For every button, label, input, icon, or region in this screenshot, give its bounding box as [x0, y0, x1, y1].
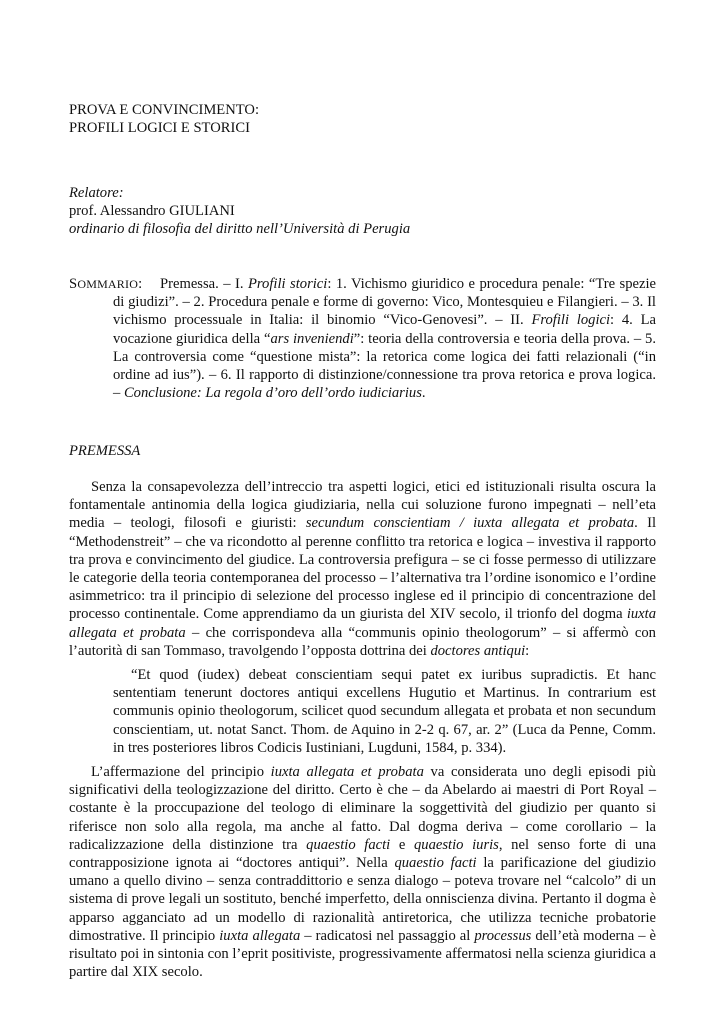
- summary-text: SOMMARIO: Premessa. – I. Profili storici: 1. Vichismo giuridico e procedura penale: “Tre spezie di giudizi”. – 2. Procedura penale e forme di governo: Vico, Montesquieu e Filangieri. – 3. Il vichismo processuale in Italia: il binomio “Vico-Genovesi”. – II. Frofili logici: 4. La vocazione giuridica della “ars inveniendi”: teoria della controversia e teoria della prova. – 5. La controversia come “questione mista”: la retorica come logica dei fatti relazionali (“in ordine ad ius”). – 6. Il rapporto di distinzione/connessione tra prova retorica e prova logica. – Conclusione: La regola d’oro dell’ordo iudiciarius.: [69, 276, 657, 402]
- section-body: [69, 478, 656, 981]
- speaker-name: prof. Alessandro GIULIANI: [69, 203, 235, 220]
- document-title: [69, 101, 656, 137]
- section-heading: PREMESSA: [69, 443, 141, 459]
- speaker-label: Relatore:: [69, 185, 124, 201]
- title-line-1: PROVA E CONVINCIMENTO:: [69, 102, 260, 118]
- speaker-block: [69, 184, 656, 239]
- title-line-2: PROFILI LOGICI E STORICI: [69, 120, 250, 137]
- paragraph-1: Senza la consapevolezza dell’intreccio tra aspetti logici, etici ed istituzionali risulta oscura la fontamentale antinomia della logica giudiziaria, nella cui soluzione furono impegnati – nell’eta media – teologi, filosofi e giuristi: secundum conscientiam / iuxta allegata et probata. Il “Methodenstreit” – che va ricondotto al perenne conflitto tra retorica e logica – investiva il rapporto tra prova e convincimento del giudice. La controversia prefigura – se ci fosse permesso di utilizzare le categorie della teoria contemporanea del processo – l’alternativa tra l’ordine isonomico e l’ordine asimmetrico: tra il principio di selezione del processo inglese ed il principio di concentrazione del processo continentale. Come apprendiamo da un giurista del XIV secolo, il trionfo del dogma iuxta allegata et probata – che corrispondeva alla “communis opinio theologorum” – si affermò con l’autorità di san Tommaso, travolgendo l’opposta dottrina dei doctores antiqui:: [69, 479, 656, 659]
- summary-block: [69, 275, 656, 402]
- speaker-affiliation: ordinario di filosofia del diritto nell’Università di Perugia: [69, 221, 411, 238]
- summary-label: SOMMARIO: [69, 276, 139, 292]
- block-quote: “Et quod (iudex) debeat conscientiam sequi patet ex iuribus supradictis. Et hanc sententiam tenerunt doctores antiqui excellens Hugutio et Martinus. In contrarium est communis opinio theologorum, scilicet quod secundum allegata et probata et non secundum conscientiam, ut. notat Sanct. Thom. de Aquino in 2-2 q. 67, ar. 2” (Luca da Penne, Comm. in tres posteriores libros Codicis Iustiniani, Lugduni, 1584, p. 334).: [113, 667, 656, 756]
- paragraph-2: L’affermazione del principio iuxta allegata et probata va considerata uno degli episodi più significativi della teologizzazione del diritto. Certo è che – da Abelardo ai maestri di Port Royal – costante è la proccupazione del teologo di eliminare la soggettività del giudizio per quanto si riferisce non solo alla regola, ma anche al fatto. Dal dogma deriva – come corollario – la radicalizzazione della distinzione tra quaestio facti e quaestio iuris, nel senso forte di una contrapposizione ignota ai “doctores antiqui”. Nella quaestio facti la parificazione del giudizio umano a quello divino – senza contraddittorio e senza dialogo – poteva trovare nel “calcolo” di un sistema di prove legali un sostituto, benché imperfetto, della onniscienza divina. Pertanto il dogma è apparso agganciato ad un modello di razionalità antiretorica, che utilizza tecniche probatorie dimostrative. Il principio iuxta allegata – radicatosi nel passaggio al processus dell’età moderna – è risultato poi in sintonia con l’eprit positiviste, progressivamente affermatosi nella scienza giuridica a partire dal XIX secolo.: [69, 764, 656, 981]
